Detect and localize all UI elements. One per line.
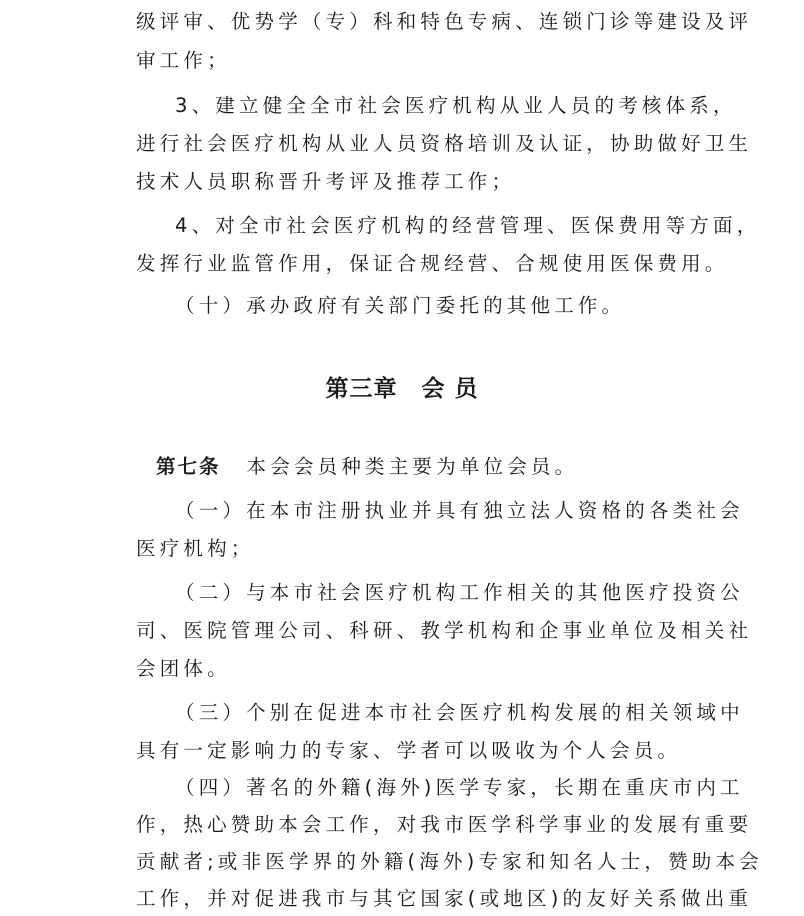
text-line: 进行社会医疗机构从业人员资格培训及认证，协助做好卫生: [136, 132, 753, 155]
article-line: [156, 457, 578, 477]
list-item: 具有一定影响力的专家、学者可以吸收为个人会员。: [136, 739, 682, 762]
list-item: 作，热心赞助本会工作，对我市医学科学事业的发展有重要: [136, 813, 753, 836]
article-text: 本会会员种类主要为单位会员。: [246, 455, 579, 478]
list-item: （一）在本市注册执业并具有独立法人资格的各类社会: [175, 499, 744, 522]
list-item: 工作，并对促进我市与其它国家(或地区)的友好关系做出重: [136, 887, 753, 910]
text-line: 3、建立健全全市社会医疗机构从业人员的考核体系，: [175, 94, 737, 117]
article-label: 第七条: [156, 455, 221, 478]
list-item: 贡献者;或非医学界的外籍(海外)专家和知名人士，赞助本会: [136, 850, 763, 873]
text-line: （十）承办政府有关部门委托的其他工作。: [175, 294, 626, 317]
text-line: 4、对全市社会医疗机构的经营管理、医保费用等方面，: [175, 214, 761, 237]
list-item: 会团体。: [136, 657, 231, 680]
list-item: （三）个别在促进本市社会医疗机构发展的相关领域中: [175, 701, 744, 724]
text-line: 级评审、优势学（专）科和特色专病、连锁门诊等建设及评: [136, 10, 753, 33]
list-item: （四）著名的外籍(海外)医学专家，长期在重庆市内工: [175, 776, 744, 799]
text-line: 技术人员职称晋升考评及推荐工作；: [136, 170, 516, 193]
text-line: 发挥行业监管作用，保证合规经营、合规使用医保费用。: [136, 252, 729, 275]
list-item: 医疗机构；: [136, 537, 255, 560]
chapter-title: 第三章 会 员: [325, 376, 479, 402]
list-item: 司、医院管理公司、科研、教学机构和企事业单位及相关社: [136, 619, 753, 642]
list-item: （二）与本市社会医疗机构工作相关的其他医疗投资公: [175, 581, 744, 604]
text-line: 审工作；: [136, 49, 231, 72]
